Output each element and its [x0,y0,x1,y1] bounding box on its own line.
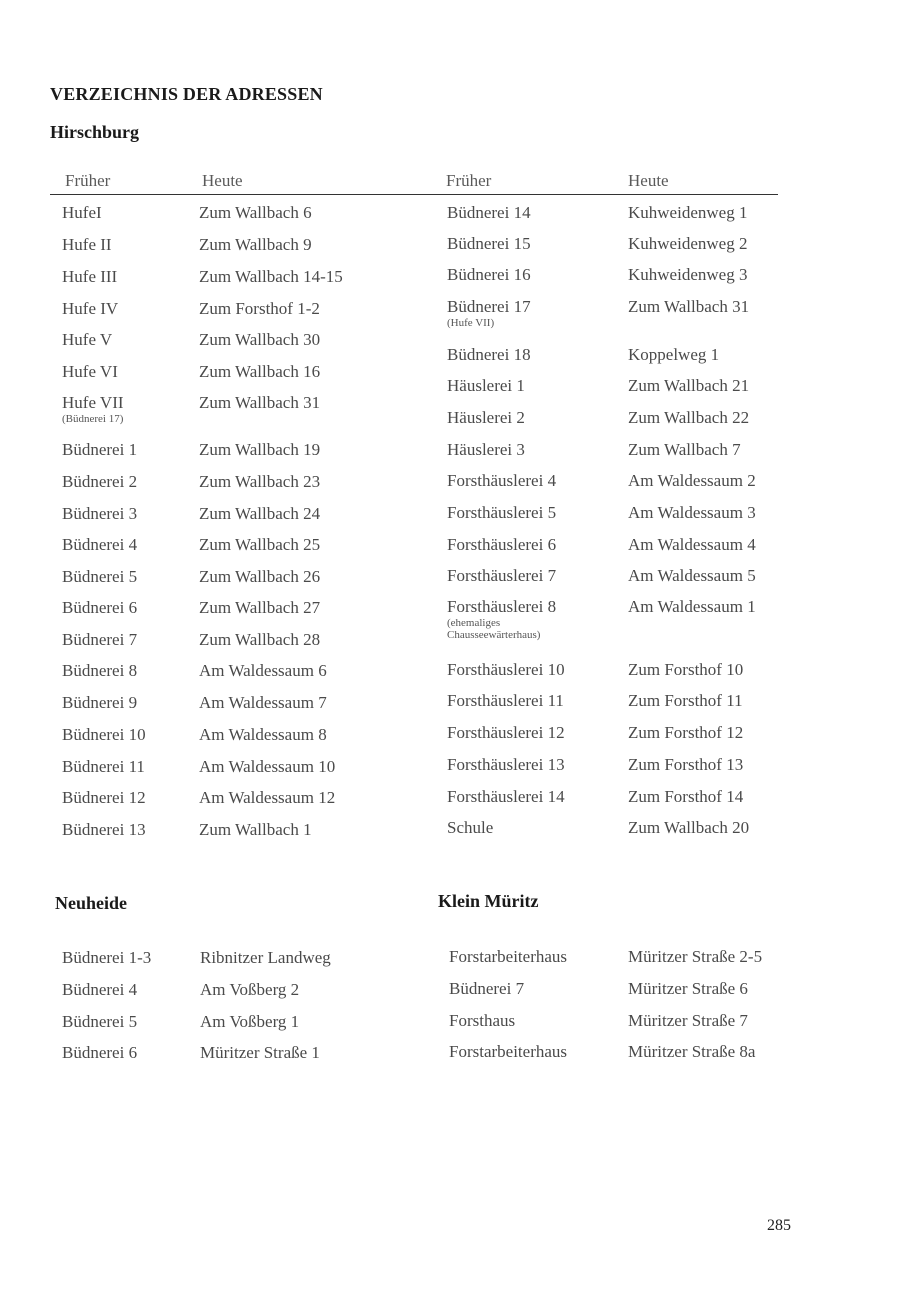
section-heading-hirschburg: Hirschburg [50,122,140,142]
table-cell-frueher: Büdnerei 7 [449,979,525,998]
table-cell-frueher: Büdnerei 5 [62,1012,138,1031]
section-heading-klein-mueritz: Klein Müritz [438,891,539,911]
cell-main-text: Hufe VII [62,393,124,412]
cell-note: (Büdnerei 17) [62,413,124,425]
table-cell-frueher: Büdnerei 16 [447,265,531,284]
table-cell-frueher: Büdnerei 3 [62,504,138,523]
table-header-rule [50,194,778,195]
table-cell-frueher [447,597,556,641]
table-cell-frueher: Büdnerei 14 [447,203,531,222]
table-cell-heute: Am Waldessaum 1 [628,597,756,616]
table-cell-frueher: Büdnerei 7 [62,630,138,649]
table-cell-frueher: HufeI [62,203,102,222]
table-cell-frueher: Büdnerei 1 [62,440,138,459]
table-cell-frueher: Häuslerei 2 [447,408,525,427]
table-cell-heute: Müritzer Straße 2-5 [628,947,763,966]
table-cell-frueher: Büdnerei 18 [447,345,531,364]
header-heute-right: Heute [628,171,669,190]
cell-note: Chausseewärterhaus) [447,629,541,641]
table-cell-heute: Am Waldessaum 3 [628,503,756,522]
table-cell-heute: Zum Wallbach 19 [199,440,321,459]
table-cell-heute: Müritzer Straße 1 [200,1043,320,1062]
table-cell-heute: Am Waldessaum 4 [628,535,756,554]
table-cell-frueher [447,297,531,329]
table-cell-frueher: Forsthäuslerei 10 [447,660,565,679]
page-title: VERZEICHNIS DER ADRESSEN [50,84,323,104]
table-cell-heute: Am Waldessaum 5 [628,566,756,585]
table-cell-heute: Am Waldessaum 12 [199,788,336,807]
table-cell-heute: Zum Wallbach 25 [199,535,321,554]
table-cell-frueher: Forsthäuslerei 13 [447,755,565,774]
table-cell-frueher: Hufe VI [62,362,118,381]
table-cell-heute: Kuhweidenweg 3 [628,265,748,284]
table-cell-frueher: Büdnerei 12 [62,788,146,807]
table-cell-heute: Ribnitzer Landweg [200,948,331,967]
table-cell-heute: Zum Forsthof 14 [628,787,744,806]
table-cell-frueher [62,393,124,425]
table-cell-frueher: Büdnerei 2 [62,472,138,491]
table-cell-heute: Zum Wallbach 20 [628,818,750,837]
table-cell-frueher: Forsthäuslerei 5 [447,503,557,522]
table-cell-heute: Müritzer Straße 8a [628,1042,756,1061]
table-cell-heute: Am Waldessaum 6 [199,661,327,680]
table-cell-frueher: Forsthäuslerei 6 [447,535,557,554]
table-cell-heute: Zum Forsthof 1-2 [199,299,320,318]
table-cell-frueher: Forsthäuslerei 11 [447,691,564,710]
table-cell-heute: Zum Wallbach 6 [199,203,312,222]
table-cell-frueher: Büdnerei 1-3 [62,948,152,967]
table-cell-heute: Zum Wallbach 31 [628,297,750,316]
section-heading-neuheide: Neuheide [55,893,127,913]
page-number: 285 [767,1217,791,1234]
table-cell-heute: Zum Forsthof 13 [628,755,744,774]
table-cell-frueher: Hufe V [62,330,113,349]
table-cell-frueher: Büdnerei 10 [62,725,146,744]
cell-main-text: Forsthäuslerei 8 [447,597,557,616]
table-cell-heute: Zum Forsthof 12 [628,723,744,742]
table-cell-frueher: Hufe IV [62,299,119,318]
cell-note: (Hufe VII) [447,317,495,329]
table-cell-frueher: Forstarbeiterhaus [449,1042,568,1061]
table-cell-frueher: Büdnerei 9 [62,693,138,712]
header-heute-left: Heute [202,171,243,190]
cell-note: (ehemaliges [447,617,501,629]
table-cell-heute: Müritzer Straße 7 [628,1011,748,1030]
table-cell-heute: Am Voßberg 2 [200,980,300,999]
table-cell-frueher: Büdnerei 6 [62,1043,138,1062]
table-cell-frueher: Häuslerei 3 [447,440,525,459]
table-cell-heute: Zum Wallbach 14-15 [199,267,343,286]
table-cell-frueher: Büdnerei 13 [62,820,146,839]
table-cell-frueher: Büdnerei 5 [62,567,138,586]
header-frueher-left: Früher [65,171,111,190]
table-cell-frueher: Büdnerei 8 [62,661,138,680]
table-cell-frueher: Forsthäuslerei 12 [447,723,565,742]
table-cell-heute: Zum Wallbach 23 [199,472,321,491]
table-cell-frueher: Forsthäuslerei 14 [447,787,565,806]
table-cell-frueher: Forstarbeiterhaus [449,947,568,966]
table-cell-heute: Müritzer Straße 6 [628,979,748,998]
table-cell-frueher: Büdnerei 4 [62,980,138,999]
table-cell-heute: Zum Wallbach 9 [199,235,312,254]
table-cell-heute: Zum Wallbach 1 [199,820,312,839]
table-cell-heute: Am Waldessaum 7 [199,693,327,712]
table-cell-heute: Zum Wallbach 28 [199,630,321,649]
table-cell-heute: Zum Wallbach 31 [199,393,321,412]
table-cell-heute: Am Waldessaum 2 [628,471,756,490]
header-frueher-right: Früher [446,171,492,190]
table-cell-heute: Zum Forsthof 10 [628,660,744,679]
table-cell-heute: Zum Forsthof 11 [628,691,743,710]
cell-main-text: Büdnerei 17 [447,297,531,316]
table-cell-frueher: Schule [447,818,494,837]
table-cell-heute: Am Waldessaum 8 [199,725,327,744]
table-cell-heute: Zum Wallbach 30 [199,330,321,349]
table-cell-frueher: Forsthäuslerei 4 [447,471,557,490]
table-cell-heute: Am Voßberg 1 [200,1012,300,1031]
table-cell-frueher: Büdnerei 11 [62,757,145,776]
table-cell-heute: Zum Wallbach 27 [199,598,321,617]
table-cell-frueher: Hufe III [62,267,118,286]
table-cell-heute: Zum Wallbach 24 [199,504,321,523]
table-cell-heute: Zum Wallbach 26 [199,567,321,586]
table-cell-heute: Zum Wallbach 7 [628,440,741,459]
table-cell-heute: Kuhweidenweg 1 [628,203,748,222]
table-cell-heute: Zum Wallbach 16 [199,362,321,381]
table-cell-heute: Zum Wallbach 21 [628,376,750,395]
table-cell-frueher: Büdnerei 15 [447,234,531,253]
table-cell-frueher: Häuslerei 1 [447,376,525,395]
table-cell-frueher: Hufe II [62,235,112,254]
table-cell-heute: Kuhweidenweg 2 [628,234,748,253]
table-cell-frueher: Forsthaus [449,1011,516,1030]
table-cell-frueher: Büdnerei 4 [62,535,138,554]
table-cell-heute: Am Waldessaum 10 [199,757,336,776]
table-cell-heute: Zum Wallbach 22 [628,408,750,427]
table-cell-frueher: Büdnerei 6 [62,598,138,617]
table-cell-frueher: Forsthäuslerei 7 [447,566,557,585]
table-cell-heute: Koppelweg 1 [628,345,720,364]
